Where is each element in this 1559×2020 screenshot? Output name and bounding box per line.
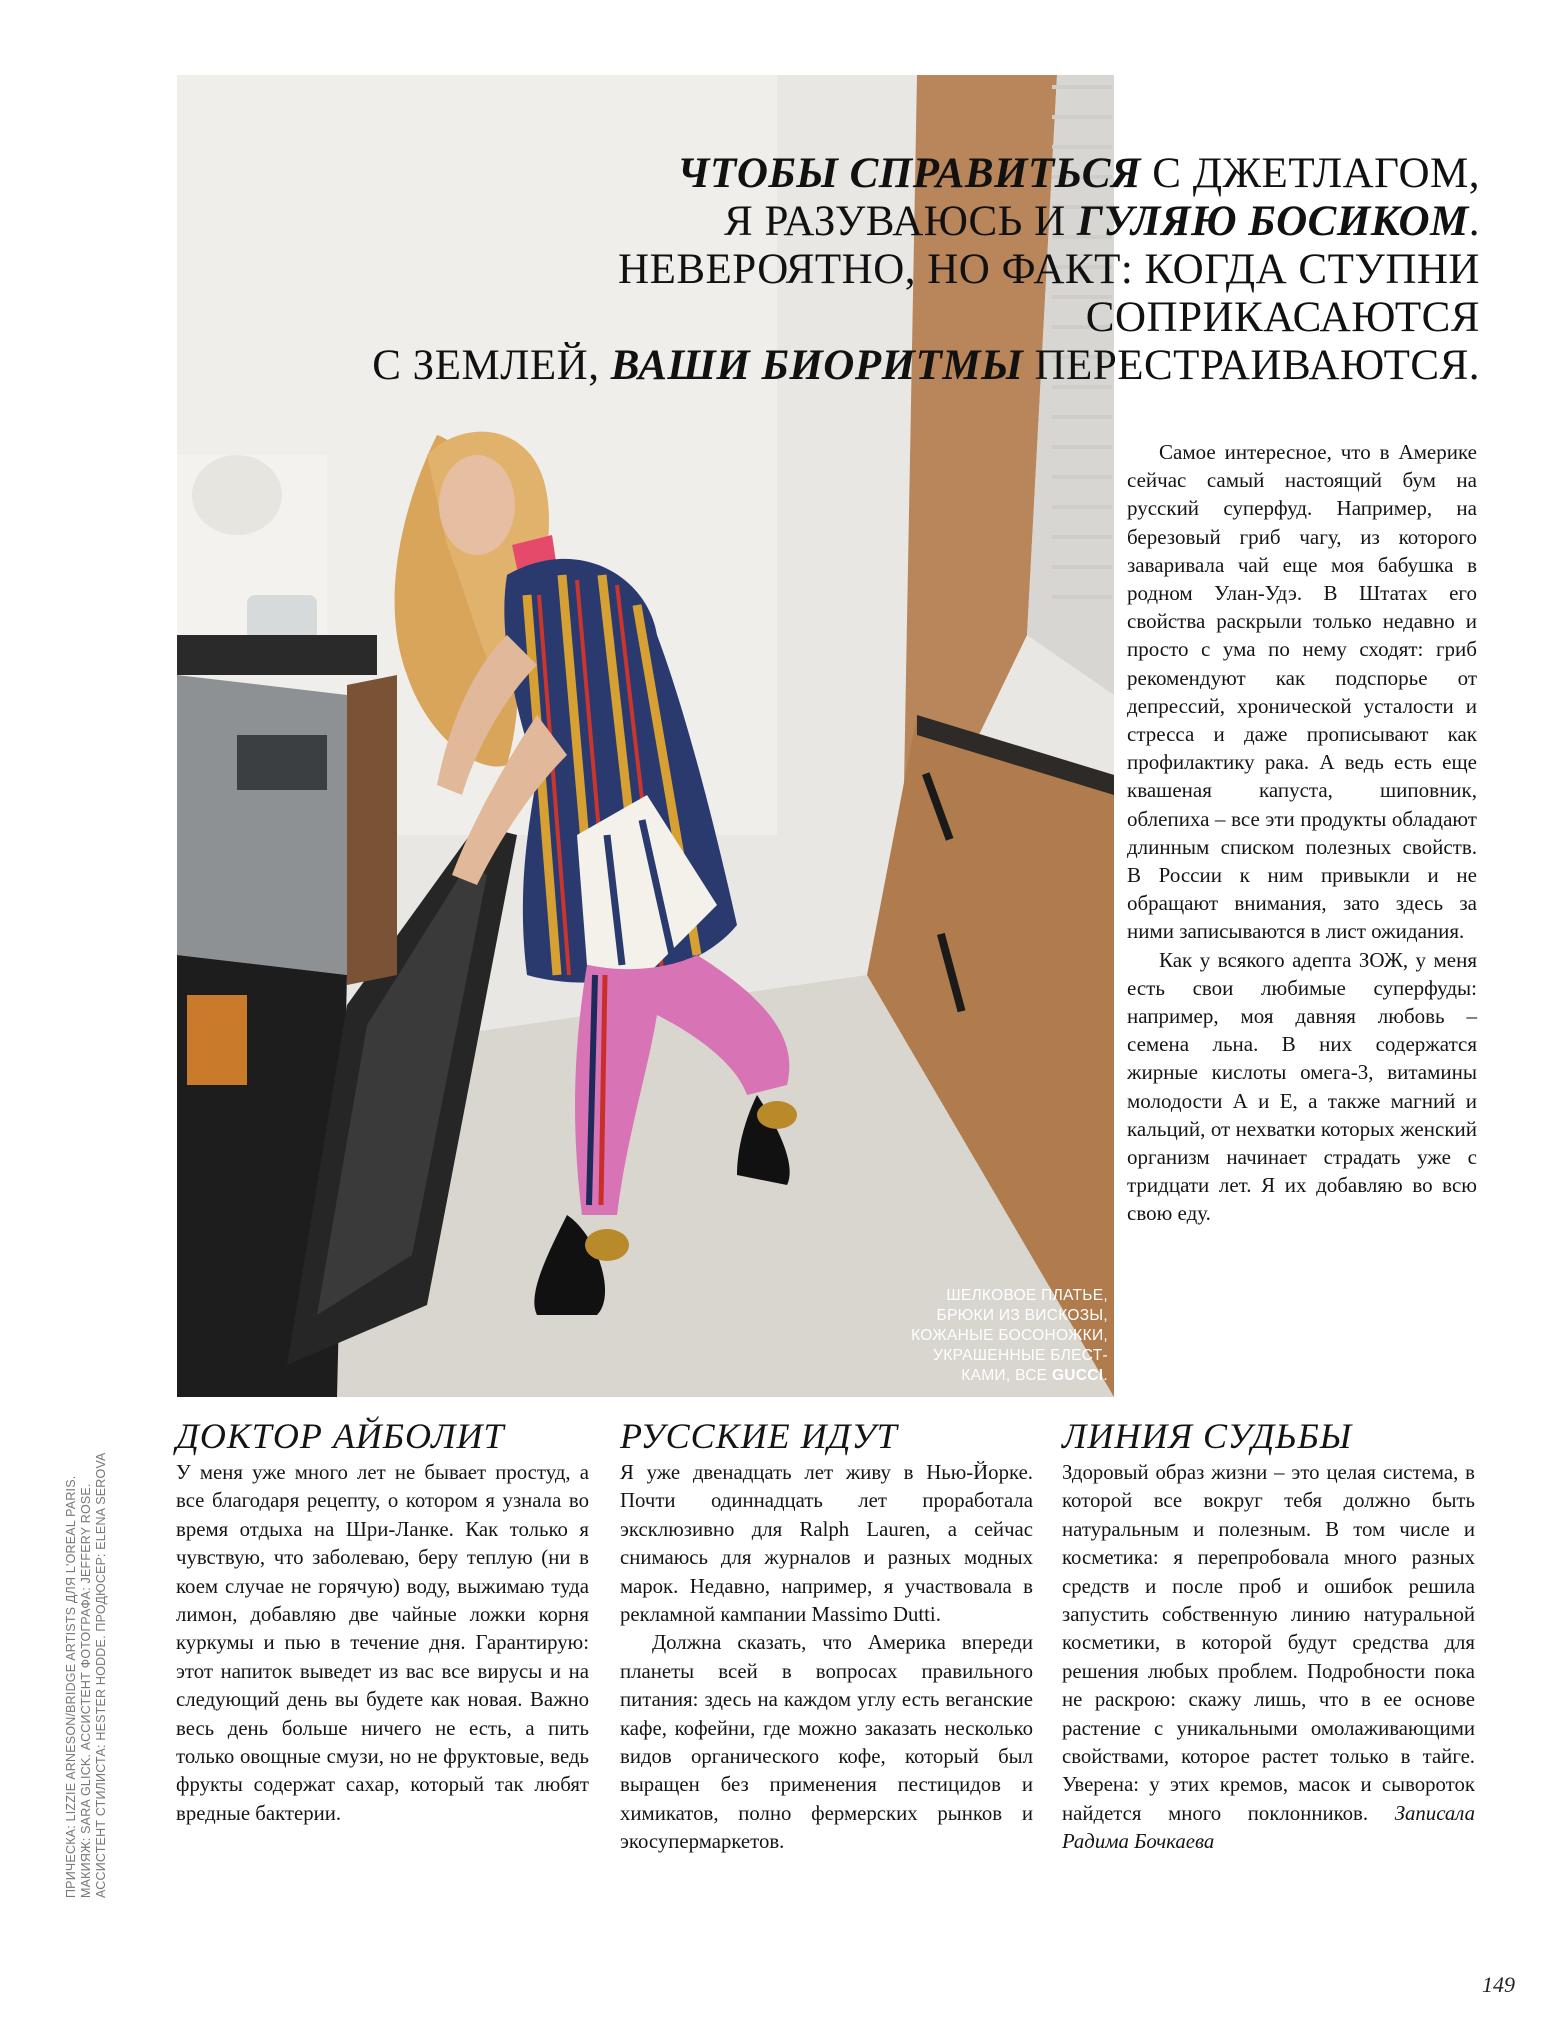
side-paragraph: Как у всякого адепта ЗОЖ, у меня есть свои любимые суперфуды: например, моя давняя любовь – семена льна. В них содержатся жирные кислоты омега-3, витамины молодости А и Е, а также магний и кальций, от нехватки которых женский организм начинает страдать уже с тридцати лет. Я их добавляю во всю свою еду.: [1127, 947, 1477, 1226]
pull-quote: ЧТОБЫ СПРАВИТЬСЯ С ДЖЕТЛАГОМ, Я РАЗУВАЮСЬ И ГУЛЯЮ БОСИКОМ. НЕВЕРОЯТНО, НО ФАКТ: КОГДА СТУПНИ СОПРИКАСАЮТСЯ С ЗЕМЛЕЙ, ВАШИ БИОРИТМЫ ПЕРЕСТРАИВАЮТСЯ.: [372, 150, 1480, 389]
caption-brand: GUCCI: [1051, 1367, 1104, 1384]
column-heading: ДОКТОР АЙБОЛИТ: [176, 1416, 505, 1456]
column-paragraph: У меня уже много лет не бывает простуд, а все благодаря рецепту, о котором я узнала во время отдыха на Шри-Ланке. Как только я чувствую, что заболеваю, беру теплую (ни в коем случае не горячую) воду, выжимаю туда лимон, добавляю две чайные ложки корня куркумы и пью в течение дня. Гарантирую: этот напиток выведет из вас все вирусы и на следующий день вы будете как новая. Важно весь день больше ничего не есть, а пить только овощные смузи, но не фруктовые, ведь фрукты содержат сахар, который так любят вредные бактерии.: [176, 1461, 589, 1825]
side-paragraph: Самое интересное, что в Америке сейчас самый настоящий бум на русский суперфуд. Например, на березовый гриб чагу, из которого заваривала чай еще моя бабушка в родном Улан-Удэ. В Штатах его свойства раскрыли только недавно и просто с ума по нему сходят: гриб рекомендуют как подспорье от депрессий, хронической усталости и стресса и даже прописывают как профилактику рака. А ведь есть еще квашеная капуста, шиповник, облепиха – все эти продукты обладают длинным списком полезных свойств. В России к ним привыкли и не обращают внимания, зато здесь за ними записываются в лист ожидания.: [1127, 440, 1477, 944]
column-russians-coming: [620, 1415, 1033, 1857]
author-signature: Записала Радима Бочкаева: [1062, 1801, 1476, 1854]
photo-credits: ПРИЧЕСКА: LIZZIE ARNESON/BRIDGE ARTISTS ДЛЯ L'OREAL PARIS. МАКИЯЖ: SARA GLICK. АССИСТЕНТ ФОТОГРАФА: JEFFERY ROSE. АССИСТЕНТ СТИЛИСТА: HESTER HODDE. ПРОДЮСЕР: ELENA SEROVA: [64, 1452, 108, 1898]
column-heading: ЛИНИЯ СУДЬБЫ: [1062, 1416, 1353, 1456]
column-line-of-fate: [1062, 1415, 1475, 1857]
column-paragraph: Должна сказать, что Америка впереди планеты всей в вопросах правильного питания: здесь на каждом углу есть веганские кафе, кофейни, где можно заказать несколько видов органического кофе, который был выращен без применения пестицидов и химикатов, полно фермерских рынков и экосупермаркетов.: [620, 1631, 1033, 1854]
column-heading: РУССКИЕ ИДУТ: [620, 1416, 898, 1456]
photo-caption: ШЕЛКОВОЕ ПЛАТЬЕ, БРЮКИ ИЗ ВИСКОЗЫ, КОЖАНЫЕ БОСОНОЖКИ, УКРАШЕННЫЕ БЛЕСТ- КАМИ, ВСЕ GUCCI.: [911, 1287, 1108, 1384]
pull-quote-emphasis: ЧТОБЫ СПРАВИТЬСЯ: [677, 150, 1142, 197]
column-paragraph: Я уже двенадцать лет живу в Нью-Йорке. Почти одиннадцать лет проработала эксклюзивно для Ralph Lauren, а сейчас снимаюсь для журналов и разных модных марок. Недавно, например, я участвовала в рекламной кампании Massimo Dutti.: [620, 1461, 1033, 1627]
page-number: 149: [1482, 1972, 1515, 1997]
side-column: [1127, 438, 1477, 1228]
column-paragraph: Здоровый образ жизни – это целая система, в которой все вокруг тебя должно быть натуральным и полезным. В том числе и косметика: я перепробовала много разных средств и после проб и ошибок решила запустить собственную линию натуральной косметики, в которой будут средства для решения любых проблем. Подробности пока не раскрою: скажу лишь, что в ее основе растение с уникальными омолаживающими свойствами, которое растет только в тайге. Уверена: у этих кремов, масок и сывороток найдется много поклонников. Записала Радима Бочкаева: [1062, 1461, 1476, 1854]
column-doctor-aibolit: [176, 1415, 589, 1828]
